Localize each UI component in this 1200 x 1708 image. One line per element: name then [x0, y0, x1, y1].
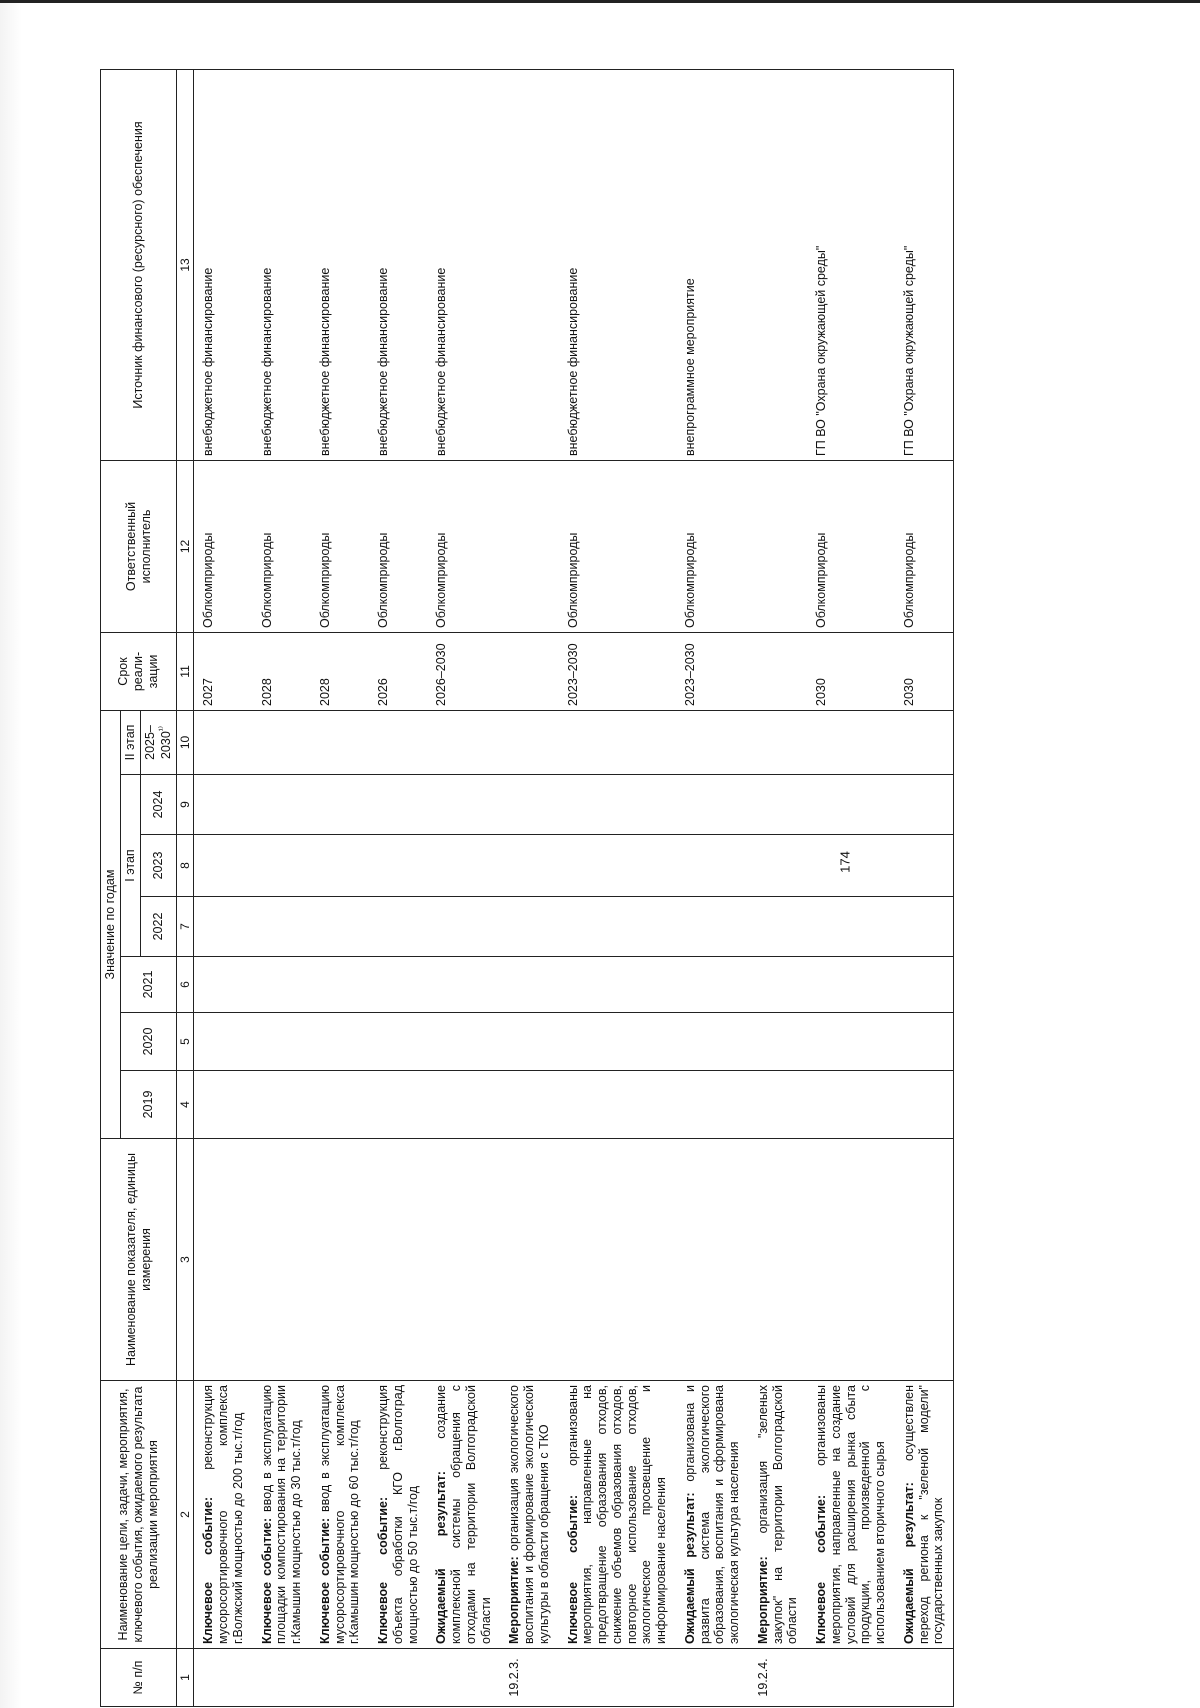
- row-text: создание комплексной системы обращения с отходами на территории Волгоградской области: [434, 1385, 493, 1644]
- header-year-2021: 2021: [120, 957, 176, 1013]
- row-responsible: Облкомприроды: [895, 460, 954, 632]
- row-value-cell: [559, 957, 676, 1013]
- row-text: организованы мероприятия, направленные на предотвращение образования отходов, снижение объемов образования отходов, повторное использование отходов, экологическое просвещение и информирование населения: [565, 1385, 669, 1644]
- row-indicator: [194, 1139, 253, 1381]
- header-year-2022: 2022: [140, 897, 177, 957]
- row-indicator: [253, 1139, 311, 1381]
- table-body: [194, 69, 954, 1706]
- column-number: 12: [177, 460, 194, 632]
- row-indicator: [807, 1139, 895, 1381]
- row-value-cell: [559, 897, 676, 957]
- row-value-cell: [427, 897, 500, 957]
- row-indicator: [559, 1139, 676, 1381]
- row-value-cell: [895, 710, 954, 774]
- row-value-cell: [676, 897, 749, 957]
- table-row: [194, 69, 253, 1706]
- table-row: [253, 69, 311, 1706]
- column-number: 11: [177, 632, 194, 710]
- row-value-cell: [369, 1013, 427, 1071]
- row-label: Ключевое событие:: [201, 1496, 216, 1644]
- row-source: внебюджетное финансирование: [311, 69, 369, 460]
- row-description: [500, 1381, 558, 1649]
- row-value-cell: [676, 710, 749, 774]
- header-stage-2: II этап: [120, 710, 140, 774]
- row-value-cell: [676, 1071, 749, 1139]
- row-value-cell: [369, 835, 427, 897]
- row-indicator: [676, 1139, 749, 1381]
- page-number: 174: [837, 851, 853, 873]
- row-value-cell: [559, 835, 676, 897]
- row-value-cell: [500, 897, 558, 957]
- header-year-2024: 2024: [140, 775, 177, 835]
- row-value-cell: [253, 1071, 311, 1139]
- row-description: [253, 1381, 311, 1649]
- row-term: 2023–2030: [559, 632, 676, 710]
- header-indicator: Наименование показателя, единицы измерения: [101, 1139, 177, 1381]
- header-num: № п/п: [101, 1649, 177, 1707]
- column-number: 10: [177, 710, 194, 774]
- scan-edge-left: [0, 0, 22, 1708]
- row-label: Ожидаемый результат:: [434, 1471, 449, 1644]
- table-row: [559, 69, 676, 1706]
- row-value-cell: [559, 710, 676, 774]
- row-text: организация экологического воспитания и формирование экологической культуры в области обращения с ТКО: [507, 1385, 551, 1644]
- row-text: осуществлен переход региона к "зеленой модели" государственных закупок: [901, 1385, 946, 1644]
- row-source: внебюджетное финансирование: [427, 69, 500, 460]
- row-value-cell: [807, 1013, 895, 1071]
- row-value-cell: [676, 1013, 749, 1071]
- row-description: [427, 1381, 500, 1649]
- table-row: [749, 69, 807, 1706]
- row-responsible: Облкомприроды: [559, 460, 676, 632]
- row-label: Мероприятие:: [507, 1556, 522, 1644]
- header-stage-1: I этап: [120, 775, 140, 957]
- row-indicator: [500, 1139, 558, 1381]
- row-label: Ожидаемый результат:: [901, 1482, 916, 1644]
- column-number: 3: [177, 1139, 194, 1381]
- row-label: Мероприятие:: [755, 1556, 770, 1644]
- row-source: внепрограммное мероприятие: [676, 69, 749, 460]
- row-responsible: Облкомприроды: [807, 460, 895, 632]
- row-value-cell: [427, 957, 500, 1013]
- header-term: Срок реали-зации: [101, 632, 177, 710]
- row-value-cell: [559, 1071, 676, 1139]
- row-value-cell: [311, 1071, 369, 1139]
- row-value-cell: [427, 1071, 500, 1139]
- row-source: внебюджетное финансирование: [369, 69, 427, 460]
- table-row: [311, 69, 369, 1706]
- header-year-2019: 2019: [120, 1071, 176, 1139]
- row-value-cell: [749, 957, 807, 1013]
- table-row: [427, 69, 500, 1706]
- header-year-2023: 2023: [140, 835, 177, 897]
- row-value-cell: [194, 957, 253, 1013]
- row-value-cell: [500, 957, 558, 1013]
- row-source: ГП ВО "Охрана окружающей среды": [807, 69, 895, 460]
- row-label: Ключевое событие:: [565, 1494, 580, 1644]
- row-value-cell: [895, 957, 954, 1013]
- row-description: [895, 1381, 954, 1649]
- table-row: [500, 69, 558, 1706]
- row-text: реконструкция объекта обработки КГО г.Волгоград мощностью до 50 тыс.т/год: [376, 1385, 420, 1644]
- row-value-cell: [807, 710, 895, 774]
- row-responsible: Облкомприроды: [311, 460, 369, 632]
- row-term: [500, 632, 558, 710]
- row-value-cell: [253, 710, 311, 774]
- row-label: Ожидаемый результат:: [682, 1492, 697, 1644]
- table-row: [676, 69, 749, 1706]
- row-value-cell: [194, 1071, 253, 1139]
- column-number: 2: [177, 1381, 194, 1649]
- row-number: 19.2.3.: [500, 1649, 558, 1707]
- row-value-cell: [194, 775, 253, 835]
- row-value-cell: [311, 1013, 369, 1071]
- row-indicator: [311, 1139, 369, 1381]
- column-number: 5: [177, 1013, 194, 1071]
- row-term: 2030: [895, 632, 954, 710]
- row-value-cell: [253, 957, 311, 1013]
- row-value-cell: [194, 710, 253, 774]
- row-text: организация "зеленых закупок" на территории Волгоградской области: [755, 1385, 800, 1644]
- row-indicator: [369, 1139, 427, 1381]
- row-number: [559, 1649, 676, 1707]
- row-description: [807, 1381, 895, 1649]
- row-text: ввод в эксплуатацию площадки компостирования на территории г.Камышин мощностью до 30 тыс.т/год: [259, 1385, 304, 1644]
- row-text: организована и развита система экологического образования, воспитания и сформирована экологическая культура населения: [682, 1385, 742, 1644]
- row-value-cell: [749, 835, 807, 897]
- row-value-cell: [895, 775, 954, 835]
- row-number: [311, 1649, 369, 1707]
- row-value-cell: [253, 1013, 311, 1071]
- row-value-cell: [311, 897, 369, 957]
- row-value-cell: [427, 710, 500, 774]
- row-value-cell: [676, 775, 749, 835]
- row-number: [427, 1649, 500, 1707]
- row-value-cell: [749, 1013, 807, 1071]
- header-responsible: Ответственный исполнитель: [101, 460, 177, 632]
- row-source: ГП ВО "Охрана окружающей среды": [895, 69, 954, 460]
- rotated-page: [100, 70, 1190, 1707]
- table-row: [895, 69, 954, 1706]
- row-value-cell: [500, 775, 558, 835]
- row-indicator: [749, 1139, 807, 1381]
- row-value-cell: [676, 835, 749, 897]
- row-term: 2027: [194, 632, 253, 710]
- column-number: 9: [177, 775, 194, 835]
- header-year-2025-2030: $2025-2030^{^{1)}}$: [140, 710, 177, 774]
- row-value-cell: [427, 1013, 500, 1071]
- row-indicator: [427, 1139, 500, 1381]
- row-source: [500, 69, 558, 460]
- row-value-cell: [676, 957, 749, 1013]
- header-year-2020: 2020: [120, 1013, 176, 1071]
- row-responsible: Облкомприроды: [676, 460, 749, 632]
- row-value-cell: [807, 775, 895, 835]
- column-number: 7: [177, 897, 194, 957]
- row-description: [749, 1381, 807, 1649]
- row-source: внебюджетное финансирование: [559, 69, 676, 460]
- row-responsible: Облкомприроды: [427, 460, 500, 632]
- row-value-cell: [194, 897, 253, 957]
- row-value-cell: [369, 897, 427, 957]
- table-row: [369, 69, 427, 1706]
- row-value-cell: [427, 835, 500, 897]
- row-value-cell: [194, 1013, 253, 1071]
- row-term: 2030: [807, 632, 895, 710]
- column-number: 13: [177, 69, 194, 460]
- header-values-group: Значение по годам: [101, 710, 121, 1138]
- row-value-cell: [749, 1071, 807, 1139]
- row-indicator: [895, 1139, 954, 1381]
- row-term: 2026: [369, 632, 427, 710]
- row-value-cell: [311, 835, 369, 897]
- row-value-cell: [253, 835, 311, 897]
- row-label: Ключевое событие:: [814, 1494, 829, 1644]
- row-source: [749, 69, 807, 460]
- row-term: 2028: [253, 632, 311, 710]
- column-number: 6: [177, 957, 194, 1013]
- row-number: 19.2.4.: [749, 1649, 807, 1707]
- row-value-cell: [500, 710, 558, 774]
- row-value-cell: [311, 957, 369, 1013]
- row-responsible: Облкомприроды: [194, 460, 253, 632]
- row-responsible: [749, 460, 807, 632]
- row-source: внебюджетное финансирование: [194, 69, 253, 460]
- row-value-cell: [194, 835, 253, 897]
- row-responsible: Облкомприроды: [369, 460, 427, 632]
- row-value-cell: [369, 1071, 427, 1139]
- row-value-cell: [500, 1071, 558, 1139]
- row-value-cell: [500, 1013, 558, 1071]
- row-value-cell: [807, 1071, 895, 1139]
- row-term: 2023–2030: [676, 632, 749, 710]
- scan-edge-top: [0, 0, 1200, 3]
- row-responsible: Облкомприроды: [253, 460, 311, 632]
- row-term: [749, 632, 807, 710]
- row-term: 2026–2030: [427, 632, 500, 710]
- row-number: [369, 1649, 427, 1707]
- row-responsible: [500, 460, 558, 632]
- row-number: [676, 1649, 749, 1707]
- row-value-cell: [895, 1071, 954, 1139]
- row-value-cell: [311, 710, 369, 774]
- row-text: организованы мероприятия, направленные на создание условий для расширения рынка сбыта продукции, произведенной с использованием вторичного сырья: [814, 1385, 888, 1644]
- row-text: ввод в эксплуатацию мусоросортировочного комплекса г.Камышин мощностью до 60 тыс.т/год: [317, 1385, 362, 1644]
- row-number: [253, 1649, 311, 1707]
- column-number: 8: [177, 835, 194, 897]
- row-value-cell: [369, 775, 427, 835]
- row-text: реконструкция мусоросортировочного комплекса г.Волжский мощностью до 200 тыс.т/год: [201, 1385, 245, 1644]
- row-value-cell: [895, 835, 954, 897]
- row-label: Ключевое событие:: [376, 1496, 391, 1644]
- row-value-cell: [369, 957, 427, 1013]
- row-number: [895, 1649, 954, 1707]
- column-number-row: [177, 69, 194, 1706]
- row-value-cell: [253, 775, 311, 835]
- row-value-cell: [895, 897, 954, 957]
- row-source: внебюджетное финансирование: [253, 69, 311, 460]
- row-value-cell: [500, 835, 558, 897]
- row-value-cell: [559, 775, 676, 835]
- row-value-cell: [559, 1013, 676, 1071]
- header-name: Наименование цели, задачи, мероприятия, ключевого события, ожидаемого результата реализации мероприятия: [101, 1381, 177, 1649]
- row-value-cell: [311, 775, 369, 835]
- row-description: [311, 1381, 369, 1649]
- row-term: 2028: [311, 632, 369, 710]
- row-value-cell: [253, 897, 311, 957]
- table-row: [807, 69, 895, 1706]
- row-description: [369, 1381, 427, 1649]
- row-number: [807, 1649, 895, 1707]
- program-table: [100, 69, 954, 1707]
- row-value-cell: [749, 897, 807, 957]
- row-value-cell: [369, 710, 427, 774]
- header-source: Источник финансового (ресурсного) обеспечения: [101, 69, 177, 460]
- row-value-cell: [749, 775, 807, 835]
- column-number: 1: [177, 1649, 194, 1707]
- row-description: [559, 1381, 676, 1649]
- row-value-cell: [749, 710, 807, 774]
- row-label: Ключевое событие:: [259, 1517, 274, 1644]
- row-description: [676, 1381, 749, 1649]
- row-label: Ключевое событие:: [317, 1517, 332, 1644]
- row-value-cell: [807, 835, 895, 897]
- row-value-cell: [807, 957, 895, 1013]
- column-number: 4: [177, 1071, 194, 1139]
- row-description: [194, 1381, 253, 1649]
- row-value-cell: [895, 1013, 954, 1071]
- row-value-cell: [807, 897, 895, 957]
- row-value-cell: [427, 775, 500, 835]
- row-number: [194, 1649, 253, 1707]
